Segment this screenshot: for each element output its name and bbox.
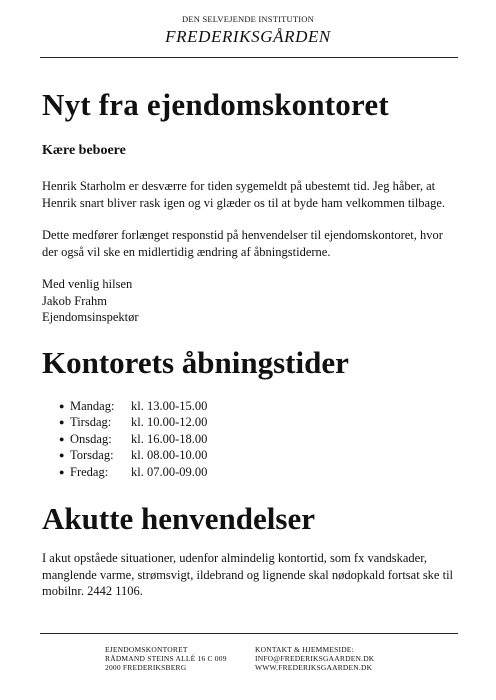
organization-name: FREDERIKSGÅRDEN — [165, 27, 331, 46]
footer-address — [105, 645, 227, 672]
header-divider — [40, 57, 458, 58]
bullet-icon: ● — [59, 417, 65, 427]
urgent-text: I akut opståede situationer, udenfor almindelig kontortid, som fx vandskader, manglende varme, strømsvigt, ildebrand og lignende skal nødopkald fortsat ske til mobilnr. 2442 1106. — [42, 551, 454, 598]
time-range: kl. 13.00-15.00 — [131, 398, 208, 413]
signer-name: Jakob Frahm — [42, 293, 107, 308]
urgent-heading: Akutte henvendelser — [42, 501, 315, 536]
bullet-icon: ● — [59, 466, 65, 477]
time-range: kl. 07.00-09.00 — [131, 464, 208, 479]
greeting: Kære beboere — [42, 143, 126, 158]
list-item — [59, 464, 460, 481]
document-body — [42, 88, 460, 600]
bullet-icon: ● — [59, 450, 65, 460]
time-range: kl. 16.00-18.00 — [131, 431, 208, 446]
weekday: Torsdag: — [70, 448, 114, 462]
weekday: Onsdag: — [70, 431, 112, 446]
footer-line: 2000 FREDERIKSBERG — [105, 663, 187, 672]
list-item — [59, 431, 460, 448]
closing: Med venlig hilsen — [42, 277, 133, 291]
footer-line: EJENDOMSKONTORET — [105, 645, 188, 654]
weekday: Fredag: — [70, 464, 109, 479]
footer-line: RÅDMAND STEINS ALLÉ 16 C 009 — [105, 654, 227, 663]
signer-role: Ejendomsinspektør — [42, 310, 139, 324]
bullet-icon: ● — [59, 400, 65, 411]
weekday: Tirsdag: — [70, 415, 112, 429]
institution-label: DEN SELVEJENDE INSTITUTION — [182, 14, 314, 24]
footer-line: KONTAKT & HJEMMESIDE: — [255, 645, 354, 654]
time-range: kl. 08.00-10.00 — [131, 448, 208, 462]
footer-email: INFO@FREDERIKSGAARDEN.DK — [255, 654, 375, 663]
footer-divider — [40, 633, 458, 634]
list-item — [59, 398, 460, 415]
letterhead — [0, 14, 496, 47]
page-title: Nyt fra ejendomskontoret — [42, 87, 389, 122]
signature-block — [42, 276, 460, 326]
paragraph-sick-leave: Henrik Starholm er desværre for tiden sygemeldt på ubestemt tid. Jeg håber, at Henrik snart bliver rask igen og vi glæder os til at byde ham velkommen tilbage. — [42, 179, 446, 210]
paragraph-response-time: Dette medfører forlænget responstid på henvendelser til ejendomskontoret, hvor der også vil ske en midlertidig ændring af åbningstiderne. — [42, 228, 443, 259]
footer-website: WWW.FREDERIKSGAARDEN.DK — [255, 663, 373, 672]
time-range: kl. 10.00-12.00 — [131, 415, 208, 429]
footer-contact — [255, 645, 374, 672]
weekday: Mandag: — [70, 398, 115, 413]
hours-heading: Kontorets åbningstider — [42, 344, 349, 380]
list-item — [59, 447, 460, 464]
opening-hours-list — [42, 398, 460, 481]
bullet-icon: ● — [59, 433, 65, 444]
list-item — [59, 414, 460, 431]
